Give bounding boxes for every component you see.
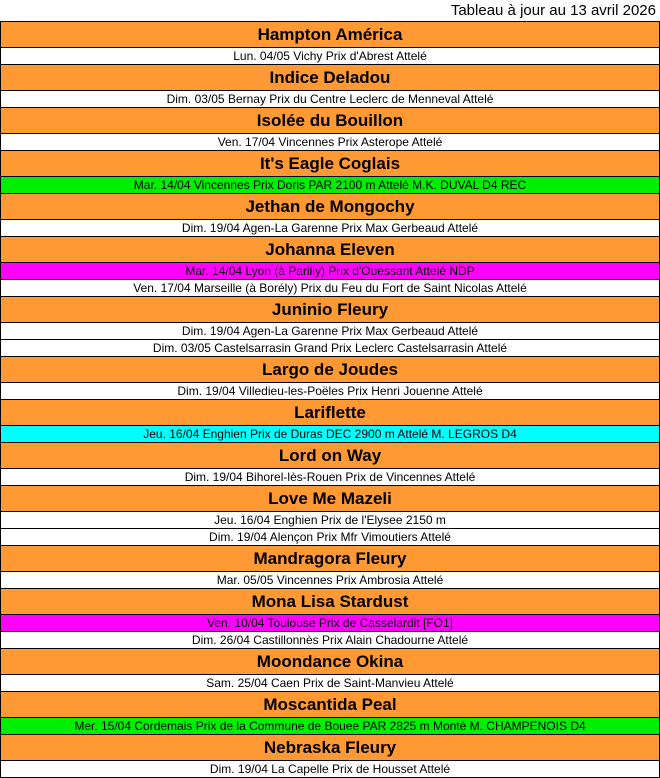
race-entry-row: Mer. 15/04 Cordemais Prix de la Commune de Bouee PAR 2825 m Monté M. CHAMPENOIS D4 (0, 718, 660, 735)
race-entry-row: Dim. 19/04 Alençon Prix Mfr Vimoutiers Attelé (0, 529, 660, 546)
horse-name-row: Largo de Joudes (0, 357, 660, 383)
race-entry-row: Dim. 19/04 Agen-La Garenne Prix Max Gerbeaud Attelé (0, 323, 660, 340)
horse-name-row: Juninio Fleury (0, 297, 660, 323)
update-date-label: Tableau à jour au 13 avril 2026 (0, 0, 660, 22)
horse-name-row: Lord on Way (0, 443, 660, 469)
race-entry-row: Lun. 04/05 Vichy Prix d'Abrest Attelé (0, 48, 660, 65)
horse-name-row: Nebraska Fleury (0, 735, 660, 761)
horse-name-row: Mona Lisa Stardust (0, 589, 660, 615)
race-entry-row: Ven. 17/04 Vincennes Prix Asterope Attelé (0, 134, 660, 151)
horse-name-row: Jethan de Mongochy (0, 194, 660, 220)
horse-name-row: Mandragora Fleury (0, 546, 660, 572)
race-entry-row: Dim. 03/05 Castelsarrasin Grand Prix Leclerc Castelsarrasin Attelé (0, 340, 660, 357)
race-entry-row: Dim. 03/05 Bernay Prix du Centre Leclerc de Menneval Attelé (0, 91, 660, 108)
horse-name-row: Love Me Mazeli (0, 486, 660, 512)
horse-name-row: Moscantida Peal (0, 692, 660, 718)
race-entry-row: Mar. 14/04 Lyon (à Parilly) Prix d'Ouessant Attelé NDP (0, 263, 660, 280)
horse-name-row: Moondance Okina (0, 649, 660, 675)
race-entry-row: Sam. 25/04 Caen Prix de Saint-Manvieu Attelé (0, 675, 660, 692)
race-entry-row: Dim. 19/04 Bihorel-lès-Rouen Prix de Vincennes Attelé (0, 469, 660, 486)
horse-name-row: Lariflette (0, 400, 660, 426)
race-entry-row: Jeu. 16/04 Enghien Prix de Duras DEC 2900 m Attelé M. LEGROS D4 (0, 426, 660, 443)
race-entry-row: Ven. 10/04 Toulouse Prix de Casselardit [FO1] (0, 615, 660, 632)
race-entry-row: Dim. 19/04 Villedieu-les-Poëles Prix Henri Jouenne Attelé (0, 383, 660, 400)
race-entry-row: Jeu. 16/04 Enghien Prix de l'Elysee 2150 m (0, 512, 660, 529)
horse-name-row: Isolée du Bouillon (0, 108, 660, 134)
race-entry-row: Mar. 14/04 Vincennes Prix Doris PAR 2100 m Attelé M.K. DUVAL D4 REC (0, 177, 660, 194)
horse-name-row: Indice Deladou (0, 65, 660, 91)
race-entry-row: Dim. 19/04 Agen-La Garenne Prix Max Gerbeaud Attelé (0, 220, 660, 237)
race-entry-row: Dim. 26/04 Castillonnès Prix Alain Chadourne Attelé (0, 632, 660, 649)
race-entry-row: Ven. 17/04 Marseille (à Borély) Prix du Feu du Fort de Saint Nicolas Attelé (0, 280, 660, 297)
horse-name-row: Hampton América (0, 22, 660, 48)
horse-name-row: Johanna Eleven (0, 237, 660, 263)
schedule-table (0, 22, 660, 778)
race-entry-row: Dim. 19/04 La Capelle Prix de Housset Attelé (0, 761, 660, 778)
race-entry-row: Mar. 05/05 Vincennes Prix Ambrosia Attelé (0, 572, 660, 589)
horse-name-row: It's Eagle Coglais (0, 151, 660, 177)
